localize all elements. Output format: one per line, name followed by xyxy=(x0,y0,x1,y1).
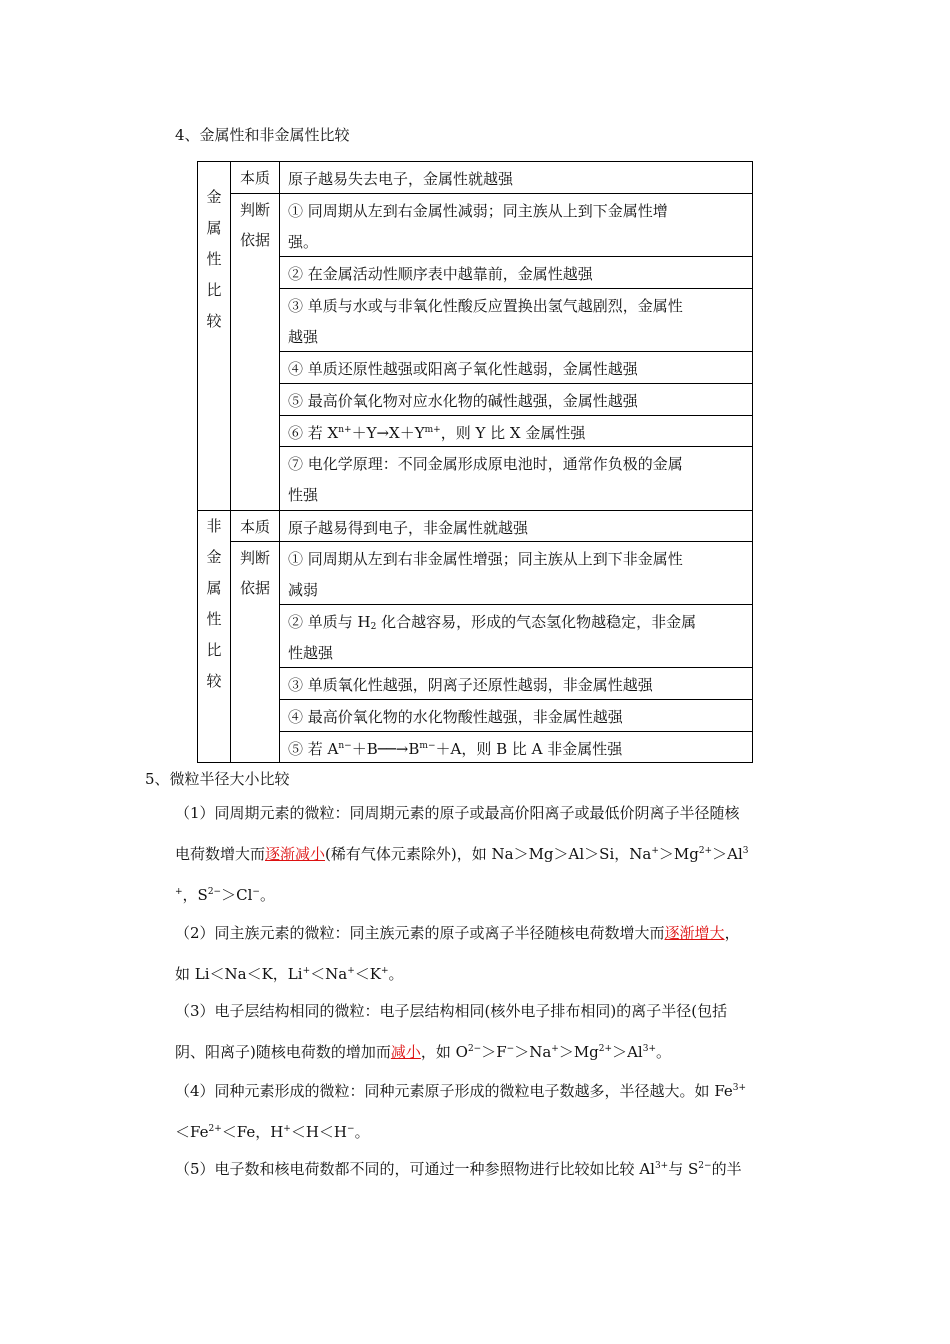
section4-title: 4、金属性和非金属性比较 xyxy=(175,126,350,144)
nonmetal-rule-3: ③ 单质氧化性越强，阴离子还原性越弱，非金属性越强 xyxy=(279,667,753,700)
metal-nonmetal-comparison-table xyxy=(197,161,753,763)
nonmetal-rule-4: ④ 最高价氧化物的水化物酸性越强，非金属性越强 xyxy=(279,699,753,732)
metal-label-char: 比 xyxy=(206,281,222,299)
nonmetal-label-char: 非 xyxy=(206,517,222,535)
metal-label-char: 性 xyxy=(206,250,222,268)
nonmetal-label-char: 较 xyxy=(206,672,222,690)
metal-label-char: 金 xyxy=(206,188,222,206)
nonmetal-label-char: 属 xyxy=(206,579,222,597)
metal-group-label xyxy=(197,161,231,511)
nonmetal-rule-1: ① 同周期从左到右非金属性增强；同主族从上到下非金属性 减弱 xyxy=(279,541,753,605)
nonmetal-label-char: 比 xyxy=(206,641,222,659)
metal-rule-3: ③ 单质与水或与非氧化性酸反应置换出氢气越剧烈，金属性 越强 xyxy=(279,288,753,352)
nonmetal-basis-label: 判断 依据 xyxy=(230,541,280,763)
section5-title: 5、微粒半径大小比较 xyxy=(145,770,290,788)
metal-rule-6: ⑥ 若 $X^{n+}+Y\to X+Y^{m+}$，则 Y 比 X 金属性强 xyxy=(279,415,753,447)
nonmetal-rule-5: ⑤ 若 $A^{n-}+B──\to B^{m-}+A$，则 B 比 A 非金属性强 xyxy=(279,731,753,763)
nonmetal-rule-2: ② 单质与 $H_2$ 化合越容易，形成的气态氢化物越稳定，非金属 性越强 xyxy=(279,604,753,668)
metal-basis-label: 判断 依据 xyxy=(230,193,280,511)
metal-essence-label: 本质 xyxy=(230,161,280,194)
paragraph-2: （2）同主族元素的微粒：同主族元素的原子或离子半径随核电荷数增大而逐渐增大， 如 Li＜Na＜K，Li+＜Na+＜K+。 xyxy=(175,924,740,983)
highlight-text: 逐渐增大 xyxy=(664,924,725,942)
highlight-text: 减小 xyxy=(390,1043,421,1061)
metal-rule-4: ④ 单质还原性越强或阳离子氧化性越弱，金属性越强 xyxy=(279,351,753,384)
metal-label-char: 较 xyxy=(206,312,222,330)
nonmetal-label-char: 金 xyxy=(206,548,222,566)
metal-rule-5: ⑤ 最高价氧化物对应水化物的碱性越强，金属性越强 xyxy=(279,383,753,416)
paragraph-3: （3）电子层结构相同的微粒：电子层结构相同(核外电子排布相同)的离子半径(包括 阴、阳离子)随核电荷数的增加而减小，如 $O^{2-}>F^->Na^+>Mg^{2+}>Al^{3+}$。 xyxy=(175,1002,728,1061)
paragraph-4: （4）同种元素形成的微粒：同种元素原子形成的微粒电子数越多，半径越大。如 $Fe^{3+}$ $<Fe^{2+}<Fe$，H+＜H＜H−。 xyxy=(175,1082,747,1141)
metal-rule-1: ① 同周期从左到右金属性减弱；同主族从上到下金属性增 强。 xyxy=(279,193,753,257)
nonmetal-essence-label: 本质 xyxy=(230,510,280,542)
metal-rule-7: ⑦ 电化学原理：不同金属形成原电池时，通常作负极的金属 性强 xyxy=(279,446,753,511)
highlight-text: 逐渐减小 xyxy=(265,845,326,863)
metal-rule-2: ② 在金属活动性顺序表中越靠前，金属性越强 xyxy=(279,256,753,289)
nonmetal-label-char: 性 xyxy=(206,610,222,628)
metal-essence-text: 原子越易失去电子，金属性就越强 xyxy=(279,161,753,194)
metal-label-char: 属 xyxy=(206,219,222,237)
paragraph-5: （5）电子数和核电荷数都不同的，可通过一种参照物进行比较如比较 $Al^{3+}$与 $S^{2-}$的半 xyxy=(175,1160,742,1178)
nonmetal-essence-text: 原子越易得到电子，非金属性就越强 xyxy=(279,510,753,542)
nonmetal-group-label xyxy=(197,510,231,763)
paragraph-1: （1）同周期元素的微粒：同周期元素的原子或最高价阳离子或最低价阴离子半径随核 电荷数增大而逐渐减小(稀有气体元素除外)，如 Na＞Mg＞Al＞Si，$Na^+>Mg^{2+}>Al^3$ +，$S^{2-}>Cl^-$。 xyxy=(175,804,749,904)
